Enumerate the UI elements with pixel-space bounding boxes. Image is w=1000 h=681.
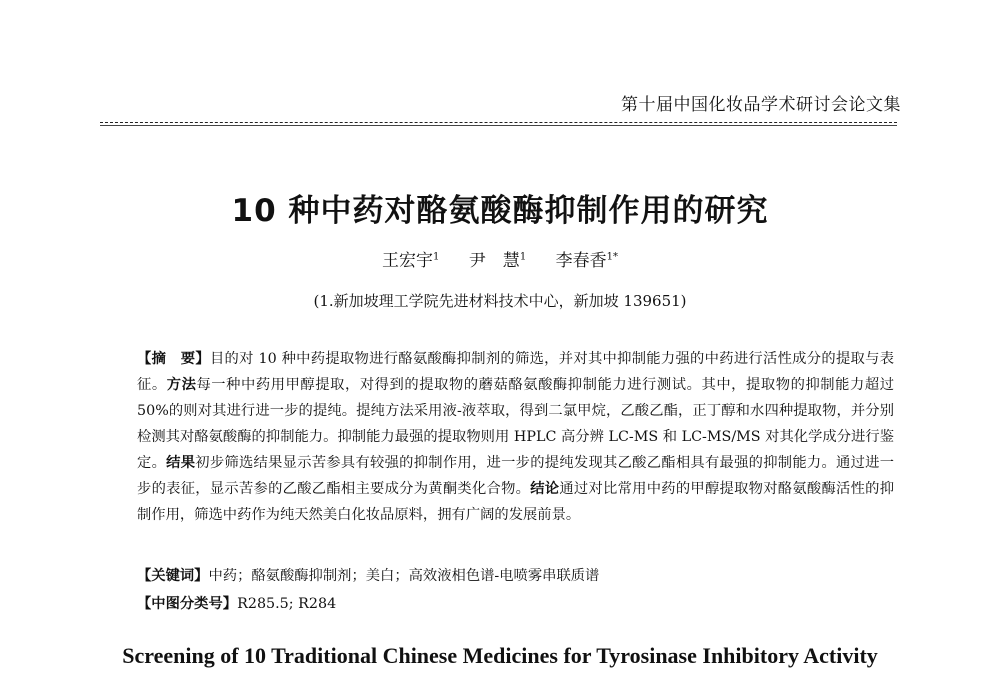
- running-header: 第十届中国化妆品学术研讨会论文集: [621, 95, 901, 115]
- abstract-label: 【摘 要】: [137, 351, 210, 367]
- keywords-text: 中药；酪氨酸酶抑制剂；美白；高效液相色谱-电喷雾串联质谱: [208, 568, 600, 584]
- author: [382, 251, 439, 271]
- english-title: Screening of 10 Traditional Chinese Medicines for Tyrosinase Inhibitory Activity: [122, 643, 878, 668]
- author-affiliation-mark: 1: [519, 251, 527, 263]
- abstract-method: 每一种中药用甲醇提取，对得到的提取物的蘑菇酪氨酸酶抑制能力进行测试。其中，提取物的抑制能力超过 50%的则对其进行进一步的提纯。提纯方法采用液-液萃取，得到二氯甲烷，乙酸乙酯，正丁醇和水四种提取物，并分别检测其对酪氨酸酶的抑制能力。抑制能力最强的提取物则用 HPLC 高分辨 LC-MS 和 LC-MS/MS 对其化学成分进行鉴定。: [137, 377, 895, 471]
- header-rule-solid: [100, 125, 897, 126]
- author-list: [0, 246, 1000, 271]
- abstract-conclusion: 通过对比常用中药的甲醇提取物对酪氨酸酶活性的抑制作用，筛选中药作为纯天然美白化妆品原料，拥有广阔的发展前景。: [137, 481, 895, 523]
- paper-title: 10 种中药对酪氨酸酶抑制作用的研究: [231, 193, 769, 229]
- abstract-conclusion-lead: 结论: [530, 481, 560, 497]
- author-name: 王宏宇: [382, 251, 434, 271]
- classification-text: R285.5; R284: [237, 596, 337, 612]
- author-name: 李春香: [555, 251, 607, 271]
- abstract-result-lead: 结果: [166, 455, 196, 471]
- abstract: [137, 346, 894, 528]
- keywords-label: 【关键词】: [137, 568, 209, 584]
- classification-number: [137, 593, 894, 613]
- abstract-method-lead: 方法: [166, 377, 197, 393]
- header-rule: [100, 122, 897, 123]
- author: [556, 251, 618, 271]
- abstract-objective: 目的对 10 种中药提取物进行酪氨酸酶抑制剂的筛选，并对其中抑制能力强的中药进行活性成分的提取与表征。: [137, 351, 895, 393]
- author-affiliation-mark: 1*: [606, 251, 618, 263]
- abstract-result: 初步筛选结果显示苦参具有较强的抑制作用，进一步的提纯发现其乙酸乙酯相具有最强的抑制能力。通过进一步的表征，显示苦参的乙酸乙酯相主要成分为黄酮类化合物。: [137, 455, 895, 497]
- author-name: 尹 慧: [468, 251, 520, 271]
- author-affiliation-mark: 1: [433, 251, 440, 263]
- classification-label: 【中图分类号】: [137, 596, 238, 612]
- keywords: [137, 565, 894, 585]
- author: [469, 251, 526, 271]
- affiliation: (1.新加坡理工学院先进材料技术中心，新加坡 139651): [313, 292, 687, 310]
